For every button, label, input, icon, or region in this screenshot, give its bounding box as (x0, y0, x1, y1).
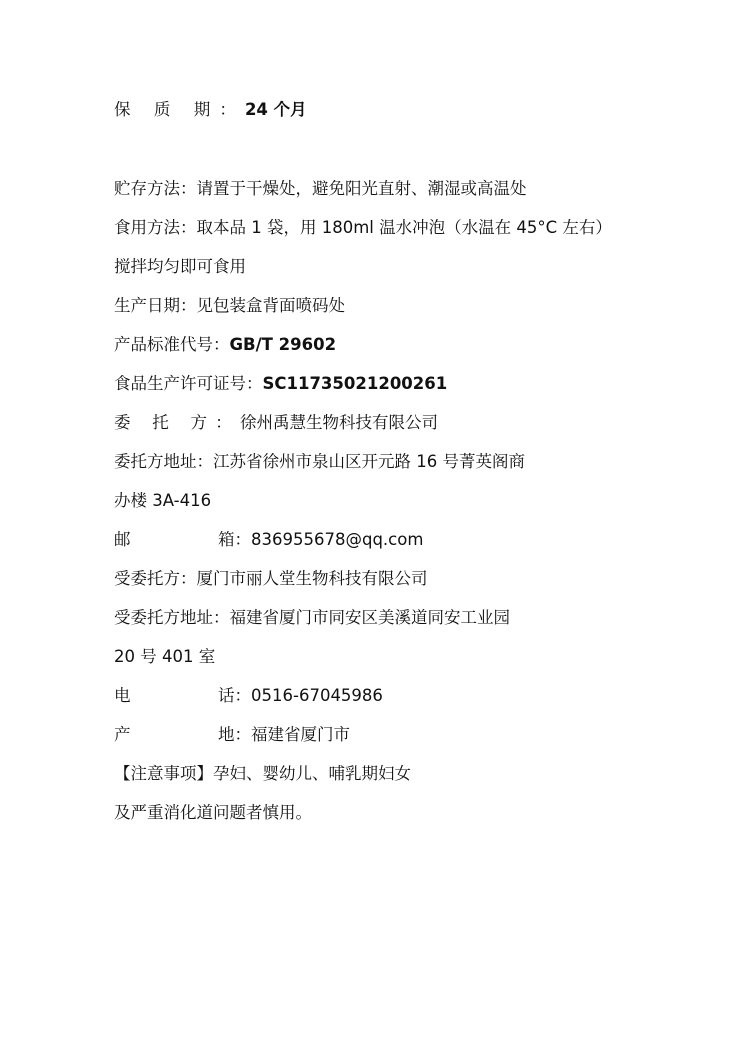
client-address-line (114, 451, 525, 473)
phone-label: 电 (114, 686, 131, 705)
client-address-continuation-text: 办楼 3A-416 (114, 491, 212, 510)
usage-value: 取本品 1 袋，用 180ml 温水冲泡（水温在 45°C 左右） (196, 218, 612, 237)
contractor-label: 受委托方： (114, 569, 197, 588)
email-value: 836955678@qq.com (251, 530, 424, 549)
usage-label: 食用方法： (114, 218, 197, 237)
client-address-value: 江苏省徐州市泉山区开元路 16 号菁英阁商 (213, 452, 525, 471)
contractor-value: 厦门市丽人堂生物科技有限公司 (196, 569, 428, 588)
contractor-address-continuation-text: 20 号 401 室 (114, 647, 216, 666)
phone-value: 0516-67045986 (251, 686, 383, 705)
storage-value: 请置于干燥处，避免阳光直射、潮湿或高温处 (196, 179, 527, 198)
contractor-address-label: 受委托方地址： (114, 608, 230, 627)
origin-line (114, 724, 350, 746)
contractor-address-line (114, 607, 510, 629)
production-date-label: 生产日期： (114, 296, 197, 315)
standard-code-label: 产品标准代号： (114, 335, 230, 354)
client-label: 委 托 方： (114, 413, 240, 432)
production-date-value: 见包装盒背面喷码处 (196, 296, 345, 315)
storage-line (114, 178, 527, 200)
contractor-address-value: 福建省厦门市同安区美溪道同安工业园 (229, 608, 510, 627)
notice-line (114, 763, 411, 785)
origin-value: 福建省厦门市 (251, 725, 350, 744)
usage-continuation (114, 256, 246, 278)
license-line (114, 373, 447, 395)
email-line (114, 529, 423, 551)
standard-code-line (114, 334, 336, 356)
notice-value: 孕妇、婴幼儿、哺乳期妇女 (213, 764, 411, 783)
email-label: 邮 (114, 530, 131, 549)
client-value: 徐州禹慧生物科技有限公司 (240, 413, 438, 432)
usage-line (114, 217, 612, 239)
shelf-life-line (114, 99, 307, 121)
origin-label: 产 (114, 725, 131, 744)
client-address-label: 委托方地址： (114, 452, 213, 471)
notice-label: 【注意事项】 (114, 764, 213, 783)
notice-continuation (114, 802, 312, 824)
license-value: SC11735021200261 (262, 374, 448, 393)
shelf-life-label: 保 质 期： (114, 100, 245, 119)
phone-sep: 话： (218, 686, 251, 705)
usage-continuation-text: 搅拌均匀即可食用 (114, 257, 246, 276)
phone-line (114, 685, 383, 707)
contractor-address-continuation (114, 646, 215, 668)
standard-code-value: GB/T 29602 (229, 335, 337, 354)
production-date-line (114, 295, 345, 317)
shelf-life-value: 24 个月 (244, 100, 307, 119)
client-line (114, 412, 438, 434)
contractor-line (114, 568, 428, 590)
client-address-continuation (114, 490, 211, 512)
notice-continuation-text: 及严重消化道问题者慎用。 (114, 803, 312, 822)
storage-label: 贮存方法： (114, 179, 197, 198)
license-label: 食品生产许可证号： (114, 374, 263, 393)
email-sep: 箱： (218, 530, 251, 549)
origin-sep: 地： (218, 725, 251, 744)
